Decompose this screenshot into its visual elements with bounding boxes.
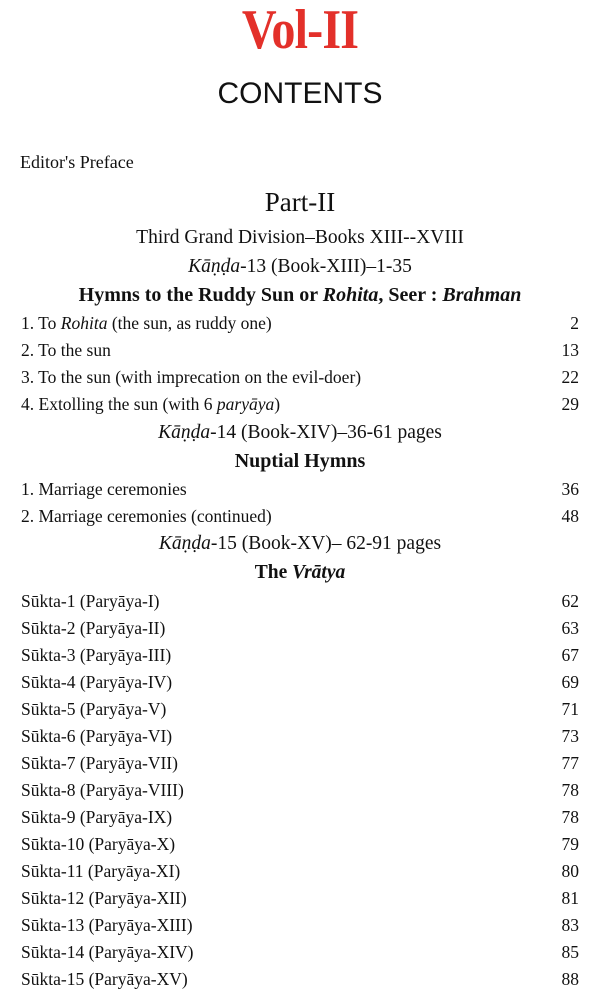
kanda-word: Kāṇḍa bbox=[158, 533, 211, 554]
toc-label: 4. Extolling the sun (with 6 paryāya) bbox=[21, 394, 281, 414]
toc-row[interactable] bbox=[21, 832, 579, 856]
toc-label: 2. Marriage ceremonies (continued) bbox=[21, 506, 272, 526]
kanda-word: Kāṇḍa bbox=[158, 422, 211, 443]
toc-label: Sūkta-13 (Paryāya-XIII) bbox=[21, 915, 193, 935]
toc-row[interactable] bbox=[21, 365, 579, 389]
toc-page-number: 22 bbox=[561, 367, 579, 387]
toc-row[interactable] bbox=[21, 805, 579, 829]
toc-row[interactable] bbox=[21, 913, 579, 937]
toc-page-number: 13 bbox=[561, 340, 579, 360]
kanda-15-subtitle bbox=[0, 561, 600, 585]
kanda-14-subtitle: Nuptial Hymns bbox=[234, 450, 366, 472]
kanda-15-heading bbox=[0, 532, 600, 556]
subtitle-italic: Brahman bbox=[442, 284, 522, 306]
toc-row[interactable] bbox=[21, 643, 579, 667]
toc-page-number: 78 bbox=[561, 780, 579, 800]
toc-page-number: 29 bbox=[561, 394, 579, 414]
subtitle-italic: Vrātya bbox=[292, 562, 346, 583]
toc-page-number: 73 bbox=[561, 726, 579, 746]
toc-page-number: 77 bbox=[561, 753, 579, 773]
toc-row[interactable] bbox=[21, 940, 579, 964]
kanda-14-title-rest: -14 (Book-XIV)–36-61 pages bbox=[210, 422, 442, 443]
subtitle-italic: Rohita bbox=[322, 284, 379, 306]
toc-label: Sūkta-9 (Paryāya-IX) bbox=[21, 807, 173, 827]
toc-page-number: 83 bbox=[561, 915, 579, 935]
toc-page-number: 62 bbox=[561, 591, 579, 611]
toc-row[interactable] bbox=[21, 589, 579, 613]
toc-label: Sūkta-3 (Paryāya-III) bbox=[21, 645, 172, 665]
toc-page-number: 71 bbox=[561, 699, 579, 719]
subtitle-part: , Seer : bbox=[378, 284, 443, 306]
toc-label: Sūkta-12 (Paryāya-XII) bbox=[21, 888, 187, 908]
toc-label: Sūkta-15 (Paryāya-XV) bbox=[21, 969, 188, 989]
kanda-13-title-rest: -13 (Book-XIII)–1-35 bbox=[240, 256, 412, 277]
volume-title: Vol-II bbox=[241, 0, 359, 61]
toc-row[interactable] bbox=[21, 616, 579, 640]
toc-row[interactable] bbox=[21, 751, 579, 775]
toc-page-number: 79 bbox=[561, 834, 579, 854]
toc-page-number: 67 bbox=[561, 645, 579, 665]
kanda-13-subtitle bbox=[0, 283, 600, 307]
kanda-word: Kāṇḍa bbox=[188, 256, 241, 277]
toc-label: 2. To the sun bbox=[21, 340, 111, 360]
toc-row[interactable] bbox=[21, 859, 579, 883]
toc-page-number: 63 bbox=[561, 618, 579, 638]
toc-row[interactable] bbox=[21, 477, 579, 501]
toc-label: Sūkta-11 (Paryāya-XI) bbox=[21, 861, 181, 881]
toc-row[interactable] bbox=[21, 724, 579, 748]
kanda-14-heading bbox=[0, 421, 600, 445]
toc-row[interactable] bbox=[21, 778, 579, 802]
toc-page-number: 80 bbox=[561, 861, 579, 881]
toc-page-number: 69 bbox=[561, 672, 579, 692]
toc-row[interactable] bbox=[21, 967, 579, 991]
toc-label: Sūkta-8 (Paryāya-VIII) bbox=[21, 780, 184, 800]
toc-page-number: 81 bbox=[561, 888, 579, 908]
division-heading: Third Grand Division–Books XIII--XVIII bbox=[136, 227, 464, 248]
toc-label: Sūkta-4 (Paryāya-IV) bbox=[21, 672, 173, 692]
toc-page-number: 36 bbox=[561, 479, 579, 499]
kanda-13-heading bbox=[0, 255, 600, 279]
toc-row[interactable] bbox=[21, 311, 579, 335]
toc-row[interactable] bbox=[21, 886, 579, 910]
toc-label: 1. Marriage ceremonies bbox=[21, 479, 187, 499]
toc-page-number: 78 bbox=[561, 807, 579, 827]
kanda-15-title-rest: -15 (Book-XV)– 62-91 pages bbox=[210, 533, 442, 554]
toc-label: Sūkta-1 (Paryāya-I) bbox=[21, 591, 160, 611]
toc-label: 1. To Rohita (the sun, as ruddy one) bbox=[21, 313, 272, 333]
toc-label: Sūkta-14 (Paryāya-XIV) bbox=[21, 942, 194, 962]
toc-row[interactable] bbox=[21, 504, 579, 528]
editors-preface-entry: Editor's Preface bbox=[20, 152, 134, 172]
toc-page-number: 85 bbox=[561, 942, 579, 962]
toc-label: Sūkta-6 (Paryāya-VI) bbox=[21, 726, 173, 746]
toc-label: Sūkta-7 (Paryāya-VII) bbox=[21, 753, 178, 773]
contents-heading: CONTENTS bbox=[217, 77, 383, 110]
toc-row[interactable] bbox=[21, 697, 579, 721]
subtitle-part: Hymns to the Ruddy Sun or bbox=[78, 284, 323, 306]
subtitle-part: The bbox=[254, 562, 293, 583]
toc-label: Sūkta-10 (Paryāya-X) bbox=[21, 834, 176, 854]
toc-page-number: 2 bbox=[570, 313, 579, 333]
toc-row[interactable] bbox=[21, 338, 579, 362]
toc-label: 3. To the sun (with imprecation on the evil-doer) bbox=[21, 367, 362, 387]
toc-row[interactable] bbox=[21, 670, 579, 694]
toc-label: Sūkta-2 (Paryāya-II) bbox=[21, 618, 166, 638]
toc-page-number: 88 bbox=[561, 969, 579, 989]
toc-row[interactable] bbox=[21, 392, 579, 416]
toc-label: Sūkta-5 (Paryāya-V) bbox=[21, 699, 167, 719]
toc-page-number: 48 bbox=[561, 506, 579, 526]
part-heading: Part-II bbox=[264, 187, 336, 217]
